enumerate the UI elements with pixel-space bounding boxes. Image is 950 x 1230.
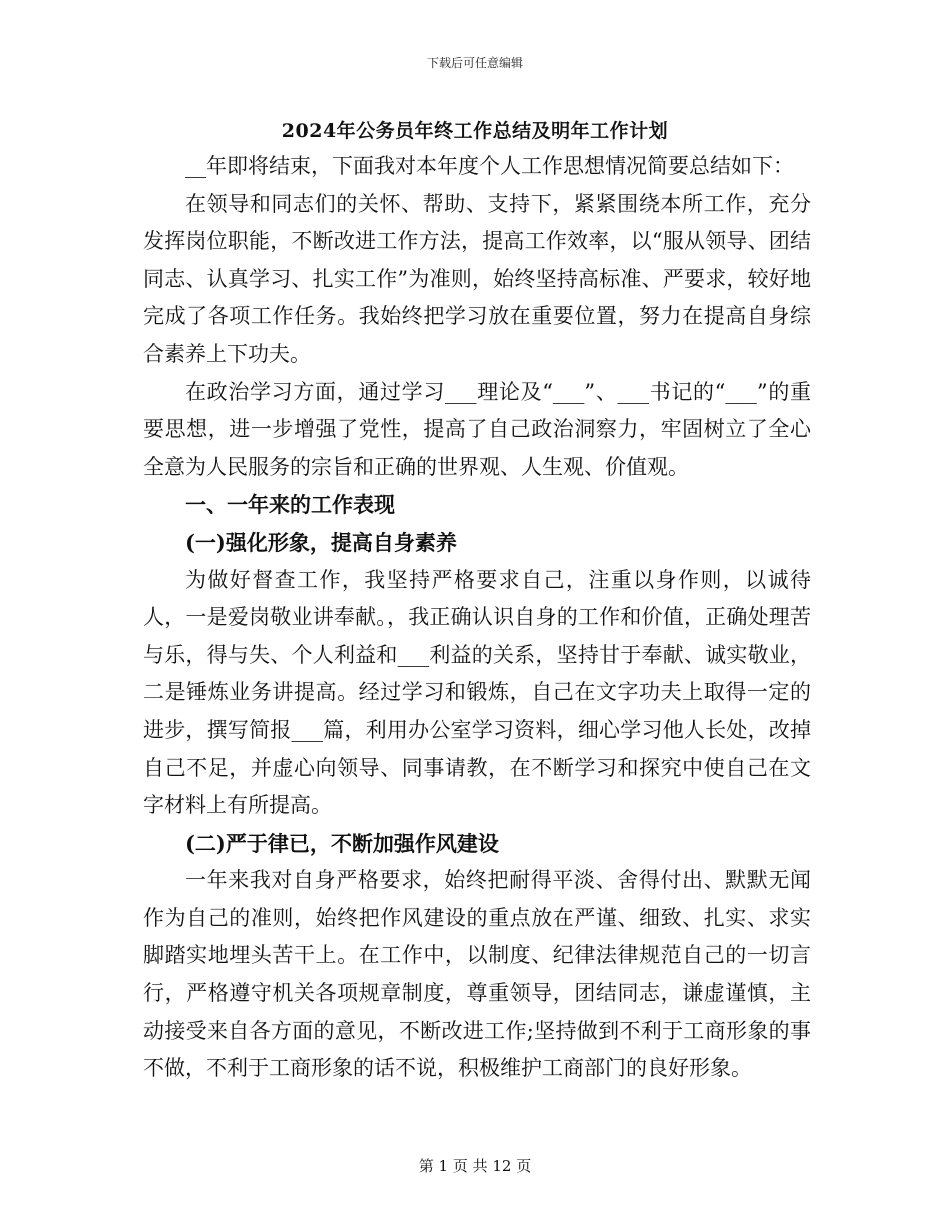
- document-title: 2024年公务员年终工作总结及明年工作计划: [281, 120, 669, 142]
- summary-paragraph: 在领导和同志们的关怀、帮助、支持下，紧紧围绕本所工作，充分发挥岗位职能，不断改进工作方法，提高工作效率，以“服从领导、团结同志、认真学习、扎实工作”为准则，始终坚持高标准、严要求，较好地完成了各项工作任务。我始终把学习放在重要位置，努力在提高自身综合素养上下功夫。: [143, 191, 811, 366]
- header-note: 下载后可任意编辑: [426, 56, 523, 70]
- page-footer: 第 1 页 共 12 页: [418, 1157, 532, 1175]
- document-body: [143, 148, 811, 1088]
- discipline-paragraph: 一年来我对自身严格要求，始终把耐得平淡、舍得付出、默默无闻作为自己的准则，始终把作风建设的重点放在严谨、细致、扎实、求实脚踏实地埋头苦干上。在工作中，以制度、纪律法律规范自己的一切言行，严格遵守机关各项规章制度，尊重领导，团结同志，谦虚谨慎，主动接受来自各方面的意见，不断改进工作;坚持做到不利于工商形象的事不做，不利于工商形象的话不说，积极维护工商部门的良好形象。: [143, 868, 811, 1081]
- subsection-heading-2: (二)严于律已，不断加强作风建设: [185, 830, 499, 856]
- subsection-heading-1: (一)强化形象，提高自身素养: [185, 529, 457, 555]
- political-study-paragraph: 在政治学习方面，通过学习___理论及“___”、___书记的“___”的重要思想，进一步增强了党性，提高了自己政治洞察力，牢固树立了全心全意为人民服务的宗旨和正确的世界观、人生观、价值观。: [143, 379, 811, 479]
- intro-paragraph: __年即将结束，下面我对本年度个人工作思想情况简要总结如下：: [185, 154, 794, 178]
- section-heading-1: 一、一年来的工作表现: [185, 492, 395, 518]
- image-building-paragraph: 为做好督查工作，我坚持严格要求自己，注重以身作则，以诚待人，一是爱岗敬业讲奉献。，我正确认识自身的工作和价值，正确处理苦与乐，得与失、个人利益和___利益的关系，坚持甘于奉献、诚实敬业，二是锤炼业务讲提高。经过学习和锻炼，自己在文字功夫上取得一定的进步，撰写简报___篇，利用办公室学习资料，细心学习他人长处，改掉自己不足，并虚心向领导、同事请教，在不断学习和探究中使自己在文字材料上有所提高。: [143, 567, 811, 818]
